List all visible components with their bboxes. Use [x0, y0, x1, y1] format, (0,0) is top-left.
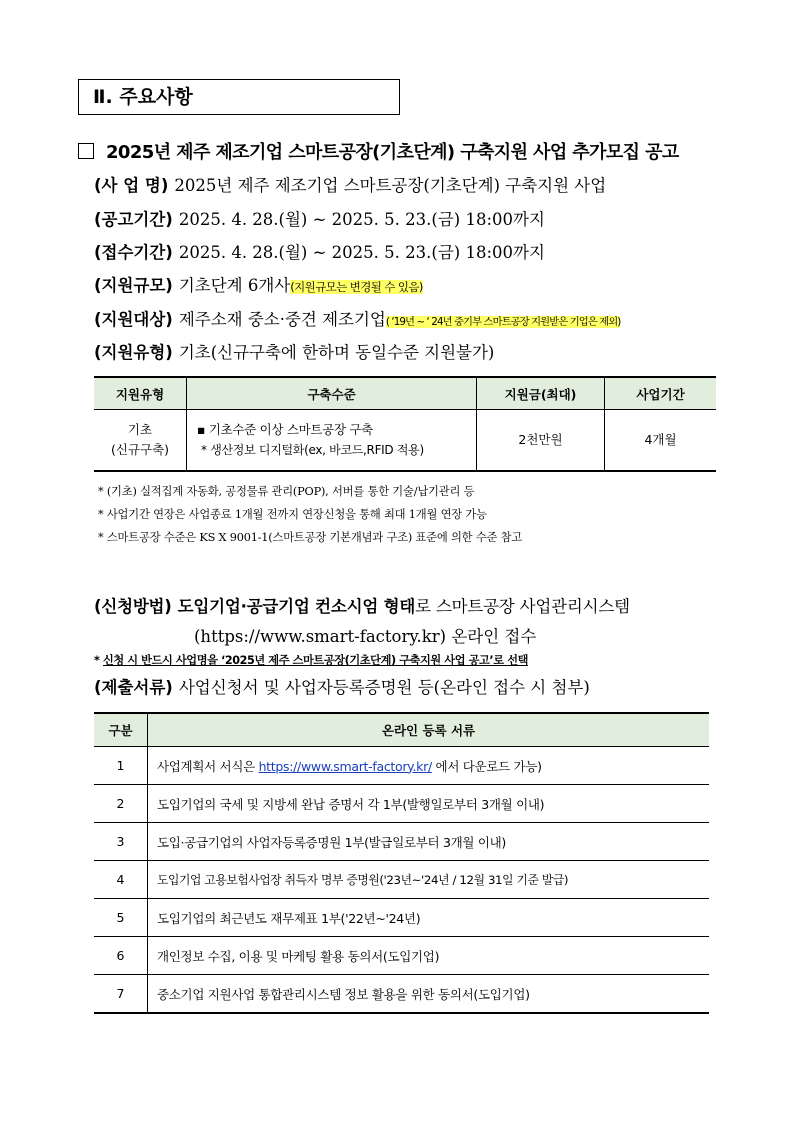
- smart-factory-link[interactable]: https://www.smart-factory.kr/: [258, 758, 432, 774]
- row-number: 2: [94, 785, 148, 823]
- type-line2: (신규구축): [110, 442, 170, 457]
- header-no: 구분: [94, 713, 148, 747]
- row-text: [148, 747, 710, 785]
- table-row: [94, 899, 709, 937]
- warning-text: 신청 시 반드시 사업명을 ‘2025년 제주 스마트공장(기초단계) 구축지원 사업 공고’로 선택: [102, 654, 529, 667]
- level-line1: ▪ 기초수준 이상 스마트공장 구축: [197, 422, 373, 437]
- scale-note: (지원규모는 변경될 수 있음): [290, 280, 423, 294]
- target-note: ( ‘19년 ~ ‘ 24년 중기부 스마트공장 지원받은 기업은 제외): [385, 316, 621, 328]
- checkbox-square-icon: [78, 143, 94, 159]
- level-line2: * 생산정보 디지털화(ex, 바코드,RFID 적용): [201, 443, 424, 457]
- header-type: 지원유형: [94, 377, 187, 410]
- documents-row: [94, 674, 590, 698]
- row-number: 1: [94, 747, 148, 785]
- row-text: 도입기업 고용보험사업장 취득자 명부 증명원('23년~'24년 / 12월 31일 기준 발급): [148, 861, 710, 899]
- target-label: (지원대상): [94, 310, 173, 329]
- type-line1: 기초: [127, 422, 153, 437]
- application-warning: [94, 652, 528, 668]
- note-2: * 사업기간 연장은 사업종료 1개월 전까지 연장신청을 통해 최대 1개월 연장 가능: [98, 508, 487, 521]
- table-row: [94, 975, 709, 1014]
- level-cell: [187, 410, 477, 472]
- row-text: 도입·공급기업의 사업자등록증명원 1부(발급일로부터 3개월 이내): [148, 823, 710, 861]
- project-name-row: [94, 172, 606, 196]
- support-table-header: [94, 377, 716, 410]
- row-text: 도입기업의 국세 및 지방세 완납 증명서 각 1부(발행일로부터 3개월 이내): [148, 785, 710, 823]
- table-row: [94, 823, 709, 861]
- application-bold-text: 도입기업·공급기업 컨소시엄 형태: [177, 597, 416, 616]
- note-3: * 스마트공장 수준은 KS X 9001-1(스마트공장 기본개념과 구조) 표준에 의한 수준 참고: [98, 531, 523, 544]
- reception-period-row: [94, 239, 545, 263]
- header-document: 온라인 등록 서류: [148, 713, 710, 747]
- row1-suffix: 에서 다운로드 가능): [431, 758, 542, 774]
- row-number: 7: [94, 975, 148, 1014]
- announcement-title-text: 2025년 제주 제조기업 스마트공장(기초단계) 구축지원 사업 추가모집 공고: [106, 142, 679, 163]
- reception-label: (접수기간): [94, 243, 173, 262]
- support-type-row: [94, 339, 494, 363]
- scale-value: 기초단계 6개사: [178, 276, 291, 295]
- notice-period-row: [94, 206, 545, 230]
- support-scale-row: [94, 272, 423, 296]
- support-table-row: [94, 410, 716, 472]
- application-method-row: [94, 593, 630, 617]
- announcement-title: [78, 138, 679, 164]
- section-heading: Ⅱ. 주요사항: [78, 79, 400, 115]
- table-row: [94, 747, 709, 785]
- row-text: 도입기업의 최근년도 재무제표 1부('22년~'24년): [148, 899, 710, 937]
- type-cell: [94, 410, 187, 472]
- support-target-row: [94, 306, 620, 330]
- support-table: [94, 376, 716, 472]
- documents-label: (제출서류): [94, 678, 173, 697]
- type-value: 기초(신규구축에 한하며 동일수준 지원불가): [178, 343, 495, 362]
- scale-label: (지원규모): [94, 276, 173, 295]
- header-level: 구축수준: [187, 377, 477, 410]
- row1-prefix: 사업계획서 서식은: [157, 758, 259, 774]
- application-label: (신청방법): [94, 597, 172, 616]
- row-text: 개인정보 수집, 이용 및 마케팅 활용 동의서(도입기업): [148, 937, 710, 975]
- row-number: 3: [94, 823, 148, 861]
- row-number: 6: [94, 937, 148, 975]
- table-row: [94, 785, 709, 823]
- table-row: [94, 937, 709, 975]
- note-1: * (기초) 실적집계 자동화, 공정물류 관리(POP), 서버를 통한 기술/납기관리 등: [98, 485, 475, 498]
- period-cell: 4개월: [605, 410, 717, 472]
- application-text: 로 스마트공장 사업관리시스템: [415, 597, 630, 616]
- warning-star: *: [94, 654, 100, 667]
- application-url-line: (https://www.smart-factory.kr) 온라인 접수: [194, 627, 537, 646]
- reception-value: 2025. 4. 28.(월) ~ 2025. 5. 23.(금) 18:00까지: [178, 243, 545, 262]
- type-label: (지원유형): [94, 343, 173, 362]
- table-row: [94, 861, 709, 899]
- notice-period-label: (공고기간): [94, 210, 173, 229]
- row-number: 4: [94, 861, 148, 899]
- row-number: 5: [94, 899, 148, 937]
- header-period: 사업기간: [605, 377, 717, 410]
- project-label: (사 업 명): [94, 176, 169, 195]
- documents-table-header: [94, 713, 709, 747]
- project-value: 2025년 제주 제조기업 스마트공장(기초단계) 구축지원 사업: [174, 176, 607, 195]
- row-text: 중소기업 지원사업 통합관리시스템 정보 활용을 위한 동의서(도입기업): [148, 975, 710, 1014]
- amount-cell: 2천만원: [477, 410, 605, 472]
- target-value: 제주소재 중소·중견 제조기업: [178, 310, 386, 329]
- notice-period-value: 2025. 4. 28.(월) ~ 2025. 5. 23.(금) 18:00까지: [178, 210, 545, 229]
- header-amount: 지원금(최대): [477, 377, 605, 410]
- documents-table: [94, 712, 709, 1014]
- documents-text: 사업신청서 및 사업자등록증명원 등(온라인 접수 시 첨부): [178, 678, 590, 697]
